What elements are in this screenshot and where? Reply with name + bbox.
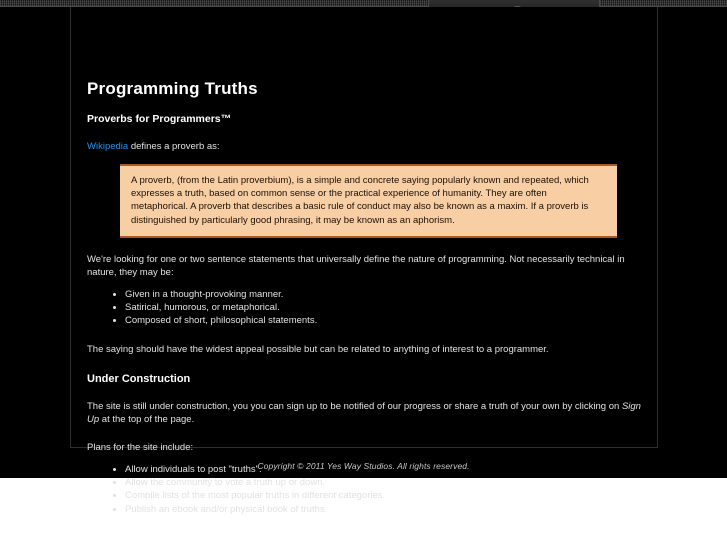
- construction-text-before: The site is still under construction, you you can sign up to be notified of our progress or share a truth of your own by clicking on: [87, 400, 622, 412]
- list-item: • Satirical, humorous, or metaphorical.: [125, 301, 643, 314]
- criteria-list: [87, 288, 643, 328]
- top-texture-strip: [0, 0, 727, 7]
- page-title: Programming Truths: [87, 79, 258, 98]
- looking-for-paragraph: We're looking for one or two sentence statements that universally define the nature of programming. Not necessarily technical in nature, they may be:: [87, 253, 625, 278]
- page-subtitle: Proverbs for Programmers™: [87, 113, 232, 125]
- under-construction-heading: Under Construction: [87, 372, 191, 385]
- copyright-text: Copyright © 2011 Yes Way Studios. All rights reserved.: [257, 461, 470, 471]
- appeal-paragraph: The saying should have the widest appeal possible but can be related to anything of interest to a programmer.: [87, 343, 549, 355]
- footer: [0, 456, 727, 474]
- construction-text-after: at the top of the page.: [99, 413, 195, 425]
- proverb-blockquote: [120, 164, 617, 238]
- list-item: • Compile lists of the most popular truths in different categories.: [125, 489, 643, 502]
- content-inner: [87, 79, 643, 516]
- list-item: • Given in a thought-provoking manner.: [125, 288, 643, 301]
- intro-paragraph: [87, 140, 643, 153]
- construction-paragraph: [87, 400, 643, 426]
- construction-signup-emphasis: Sign Up: [87, 400, 641, 425]
- plans-intro-paragraph: Plans for the site include:: [87, 441, 194, 453]
- list-item: • Composed of short, philosophical statements.: [125, 314, 643, 327]
- intro-rest: defines a proverb as:: [128, 141, 220, 152]
- list-item: • Allow the community to vote a truth up or down.: [125, 476, 643, 489]
- list-item: • Publish an ebook and/or physical book of truths.: [125, 503, 643, 516]
- wikipedia-link[interactable]: Wikipedia: [87, 141, 129, 152]
- list-item: • Allow individuals to post "truths".: [125, 463, 643, 476]
- proverb-quote-text: A proverb, (from the Latin proverbium), is a simple and concrete saying popularly known and repeated, which expresses a truth, based on common sense or the practical experience of humanity. They are often metaphorical. A proverb that describes a basic rule of conduct may also be known as a maxim. If a proverb is distinguished by particularly good phrasing, it may be known as an aphorism.: [131, 175, 589, 226]
